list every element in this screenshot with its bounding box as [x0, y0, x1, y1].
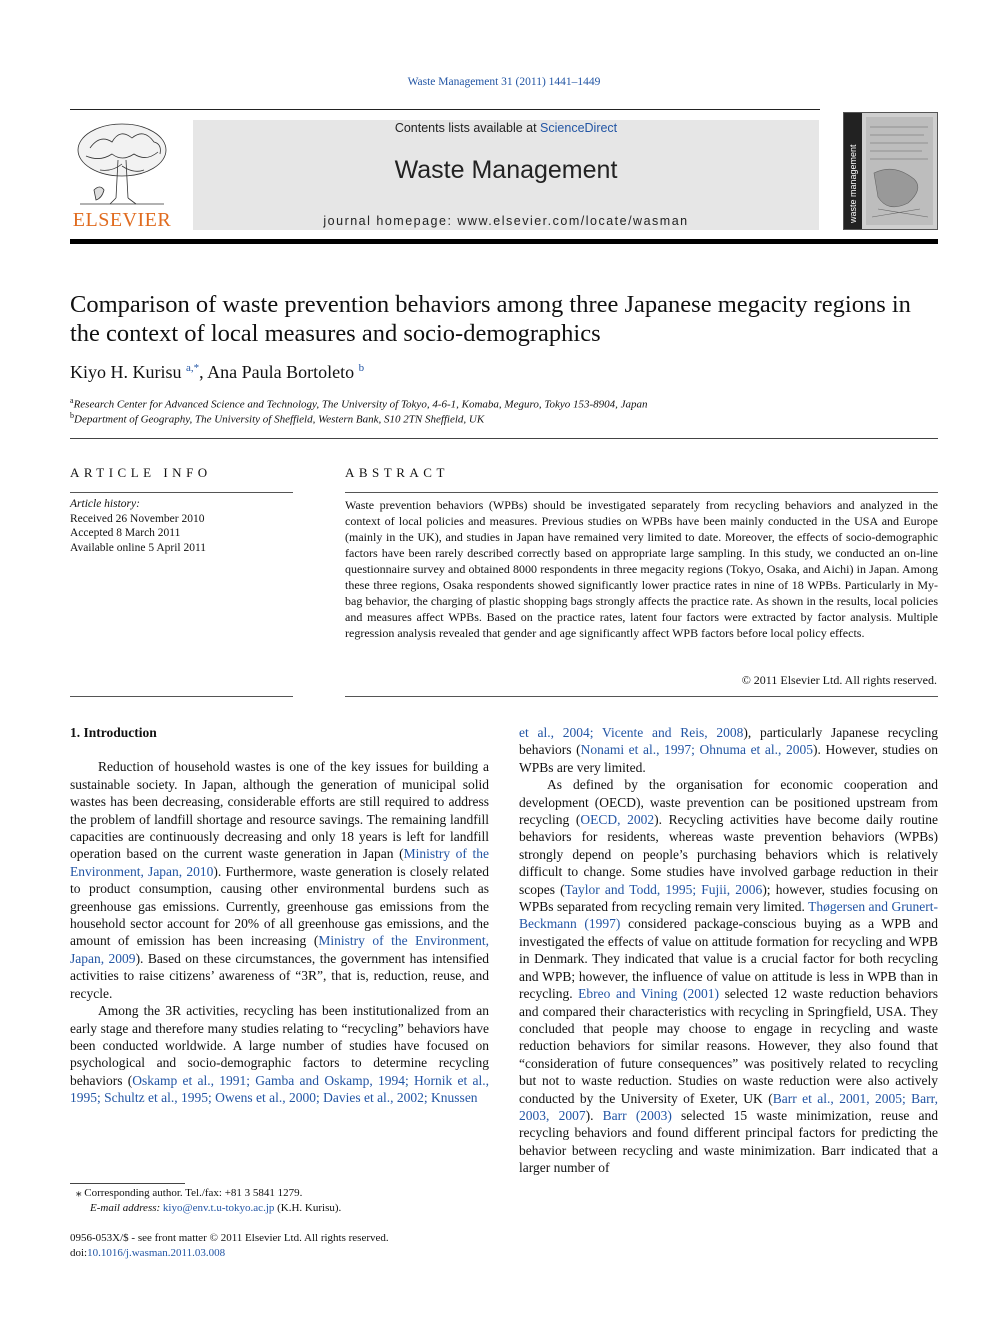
- citation-link[interactable]: Barr et al., 2001, 2005; Barr, 2003, 2007: [519, 1090, 938, 1123]
- paragraph: [70, 758, 489, 1002]
- abstract-heading: ABSTRACT: [345, 465, 449, 480]
- text-run: considered package-conscious buying as a WPB and investigated the effects of value on attitude formation for recycling and WPB in Denmark. They indicated that value is a crucial factor for both recycling and WPB; however, the influence of value on attitude is less in WPB than in recycling.: [519, 916, 938, 1002]
- sciencedirect-link[interactable]: ScienceDirect: [540, 121, 618, 135]
- copyright-notice: © 2011 Elsevier Ltd. All rights reserved.: [741, 673, 937, 687]
- elsevier-logo[interactable]: [70, 120, 174, 232]
- accepted-date: Accepted 8 March 2011: [70, 527, 181, 540]
- journal-masthead: [193, 120, 819, 230]
- publication-meta: [70, 1231, 389, 1261]
- history-label: Article history:: [70, 498, 140, 510]
- author-separator: ,: [199, 362, 208, 382]
- received-date: Received 26 November 2010: [70, 512, 205, 525]
- affiliation: [70, 411, 484, 426]
- text-run: ), particularly Japanese recycling behaviors (: [519, 725, 938, 758]
- citation-link[interactable]: Ministry of the Environment, Japan, 2009: [70, 933, 489, 966]
- article-info-rule: [70, 492, 293, 493]
- body-column-left: [70, 724, 489, 1107]
- citation-link[interactable]: Barr (2003): [602, 1107, 672, 1123]
- citation-link[interactable]: OECD, 2002: [580, 812, 655, 828]
- email-suffix: (K.H. Kurisu).: [274, 1202, 342, 1214]
- journal-cover-image[interactable]: [843, 112, 938, 230]
- publisher-wordmark: ELSEVIER: [72, 209, 172, 231]
- journal-homepage[interactable]: journal homepage: www.elsevier.com/locate/wasman: [323, 214, 689, 228]
- text-run: ). Based on these circumstances, the government has intensified activities to raise citizens’ awareness of “3R”, that is, reduction, reuse, and recycle.: [70, 950, 489, 1001]
- paragraph: [519, 724, 938, 776]
- contents-prefix: Contents lists available at: [394, 121, 541, 135]
- article-history: [70, 497, 206, 556]
- front-matter-divider: [70, 438, 938, 439]
- footnotes: [70, 1186, 341, 1216]
- author-affiliation-marker[interactable]: a,*: [186, 362, 200, 374]
- text-run: Among the 3R activities, recycling has been institutionalized from an early stage and therefore many studies relating to “recycling” behaviors have been conducted worldwide. A large number of studies have focused on psychological and socio-demographic factors to determine recycling behaviors (: [70, 1003, 489, 1088]
- citation-link[interactable]: Oskamp et al., 1991; Gamba and Oskamp, 1994; Hornik et al., 1995; Schultz et al., 1995; Owens et al., 2000; Davies et al., 2002; Knussen: [70, 1072, 489, 1106]
- text-run: ). However, studies on WPBs are very limited.: [519, 742, 939, 775]
- article-info-heading: ARTICLE INFO: [70, 465, 212, 480]
- header-thick-rule: [70, 239, 938, 244]
- affiliation-label: b: [70, 411, 74, 420]
- article-title: Comparison of waste prevention behaviors among three Japanese megacity regions in the context of local measures and socio-demographics: [70, 291, 911, 347]
- header-rule: [70, 109, 820, 110]
- abstract-bottom-rule: [345, 696, 938, 697]
- doi-line: [70, 1246, 389, 1261]
- body-column-right: [519, 724, 938, 1177]
- author-list: [70, 362, 364, 383]
- citation-link[interactable]: Ebreo and Vining (2001): [578, 986, 720, 1002]
- tree-emblem-icon: [70, 120, 174, 210]
- text-run: ).: [585, 1107, 603, 1123]
- cover-title-text: waste management: [848, 144, 858, 223]
- text-run: ); however, studies focusing on WPBs separated from recycling remain very limited.: [519, 881, 938, 915]
- author-affiliation-marker[interactable]: b: [358, 362, 365, 374]
- paragraph: [70, 1002, 489, 1106]
- issn-line: 0956-053X/$ - see front matter © 2011 Elsevier Ltd. All rights reserved.: [70, 1232, 389, 1244]
- email-label: E-mail address:: [90, 1202, 163, 1214]
- corresponding-author-note: ⁎ Corresponding author. Tel./fax: +81 3 5841 1279.: [76, 1187, 303, 1199]
- doi-label: doi:: [70, 1247, 88, 1259]
- citation-link[interactable]: Thøgersen and Grunert-Beckmann (1997): [519, 899, 938, 932]
- citation-link[interactable]: Nonami et al., 1997; Ohnuma et al., 2005: [580, 742, 814, 758]
- citation-link[interactable]: et al., 2004; Vicente and Reis, 2008: [519, 725, 744, 740]
- article-info-bottom-rule: [70, 696, 293, 697]
- citation-link[interactable]: Taylor and Todd, 1995; Fujii, 2006: [564, 881, 763, 897]
- abstract-rule: [345, 492, 938, 493]
- online-date: Available online 5 April 2011: [70, 542, 207, 555]
- contents-line: [193, 121, 819, 135]
- cover-art-icon: [844, 113, 937, 229]
- text-run: Reduction of household wastes is one of the key issues for building a sustainable society. In Japan, although the generation of municipal solid wastes has been decreasing, considerable efforts are still required to address the problem of landfill shortage and resource savings. The remaining landfill capacities are continuously decreasing and only 18 years is left for landfill operation based on the current waste generation in Japan (: [70, 759, 489, 862]
- abstract-text: Waste prevention behaviors (WPBs) should be investigated separately from recycling behaviors and analyzed in the context of local policies and measures. Previous studies on WPBs have been mainly conducted in the USA and Europe (mainly in the UK), and studies in Japan have remained very limited to date. Moreover, the effects of socio-demographic factors have been rarely described correctly based on appropriate large sampling. In this study, we conducted an on-line questionnaire survey and obtained 8000 respondents in three megacity regions (Tokyo, Osaka, and Aichi) in Japan. Among these three regions, Osaka respondents showed significantly lower practice rates in nine of 18 WPBs. Particularly in My-bag behavior, the charging of plastic shopping bags strongly affects the practice rate. As shown in the results, local policies and measures affect WPBs. Based on the practice rates, latent four factors were extracted by factor analysis. Multiple regression analysis revealed that gender and age significantly affect WPB factors before local policy effects.: [345, 498, 938, 640]
- email-note: [70, 1201, 341, 1216]
- email-link[interactable]: kiyo@env.t.u-tokyo.ac.jp: [162, 1202, 275, 1214]
- footnote-rule: [70, 1183, 185, 1184]
- affiliation-text: Department of Geography, The University of Sheffield, Western Bank, S10 2TN Sheffield, UK: [74, 413, 485, 426]
- text-run: selected 15 waste minimization, reuse and recycling behaviors and found different principal factors for predicting the behavior between recycling and waste minimization. Barr indicated that a larger number of: [519, 1107, 938, 1176]
- affiliation: [70, 396, 648, 411]
- text-run: selected 12 waste reduction behaviors and compared their characteristics with recycling in Springfield, USA. They concluded that people may choose to engage in recycling and waste reduction behaviors for similar reasons. However, they also found that “consideration of future consequences” was positively related to recycling but not to waste reduction. Studies on waste reduction were also actively conducted by the University of Exeter, UK (: [519, 986, 938, 1106]
- paragraph: [519, 776, 938, 1176]
- affiliation-label: a: [70, 396, 74, 405]
- text-run: ). Furthermore, waste generation is closely related to product consumption, causing other environmental burdens such as greenhouse gas emissions. Currently, greenhouse gas emissions from the household sector account for 20% of all greenhouse gas emissions, and the amount of emission has been increasing (: [70, 863, 490, 949]
- journal-name: Waste Management: [394, 156, 618, 184]
- citation-link[interactable]: Ministry of the Environment, Japan, 2010: [70, 846, 489, 879]
- journal-citation[interactable]: Waste Management 31 (2011) 1441–1449: [407, 76, 601, 88]
- text-run: ). Recycling activities have become daily routine behaviors for residents, whereas waste prevention behaviors (WPBs) strongly depend on people’s purchasing behaviors which is relatively difficult to change. Some studies have involved garbage reduction in their scopes (: [519, 812, 938, 897]
- affiliation-text: Research Center for Advanced Science and Technology, The University of Tokyo, 4-6-1, Komaba, Meguro, Tokyo 153-8904, Japan: [73, 398, 648, 411]
- author-name[interactable]: Kiyo H. Kurisu: [70, 362, 182, 382]
- author-name[interactable]: Ana Paula Bortoleto: [207, 362, 355, 382]
- section-heading: 1. Introduction: [70, 725, 157, 740]
- doi-link[interactable]: 10.1016/j.wasman.2011.03.008: [87, 1247, 226, 1259]
- text-run: As defined by the organisation for economic cooperation and development (OECD), waste prevention can be positioned upstream from recycling (: [519, 777, 938, 828]
